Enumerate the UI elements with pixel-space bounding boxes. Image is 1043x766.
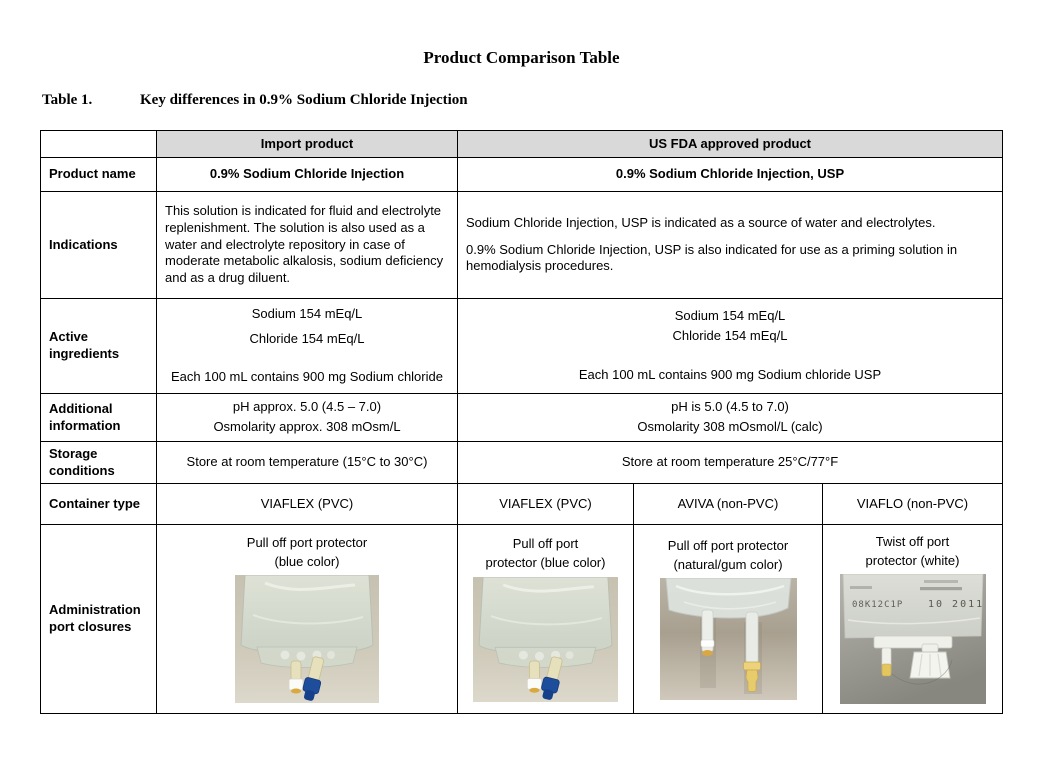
table-caption-number: Table 1. — [42, 92, 93, 108]
port-closures-fda-viaflo — [823, 525, 1003, 714]
additional-import-line1: pH approx. 5.0 (4.5 – 7.0) — [232, 399, 382, 415]
storage-conditions-fda: Store at room temperature 25°C/77°F — [458, 442, 1003, 484]
port-closures-fda-viaflex — [458, 525, 634, 714]
port-closures-import — [157, 525, 458, 714]
port-import-line2: (blue color) — [274, 553, 340, 569]
indications-fda-paragraph-1: Sodium Chloride Injection, USP is indicated as a source of water and electrolytes. — [466, 214, 936, 230]
product-name-fda: 0.9% Sodium Chloride Injection, USP — [458, 158, 1003, 192]
active-import-line3: Each 100 mL contains 900 mg Sodium chloride — [171, 368, 443, 384]
port-fda2-line2: (natural/gum color) — [673, 556, 783, 572]
iv-bag-photo-viaflex-import — [235, 575, 379, 703]
row-label-product-name: Product name — [41, 158, 157, 192]
row-label-storage-conditions: Storage conditions — [41, 442, 157, 484]
container-type-fda-viaflex: VIAFLEX (PVC) — [458, 484, 634, 525]
table-row-active-ingredients — [41, 299, 1003, 394]
port-fda1-line2: protector (blue color) — [485, 555, 606, 570]
column-header-fda: US FDA approved product — [458, 131, 1003, 158]
corner-empty-cell — [41, 131, 157, 158]
active-ingredients-fda — [458, 299, 1003, 394]
column-header-import: Import product — [157, 131, 458, 158]
viaflo-prod-date: 10 2011 — [927, 599, 984, 611]
indications-import: This solution is indicated for fluid and electrolyte replenishment. The solution is also used as a water and electrolyte repository in case of moderate metabolic alkalosis, sodium deficiency and as a drug diluent. — [157, 192, 458, 299]
port-closures-fda-aviva — [634, 525, 823, 714]
additional-information-fda — [458, 394, 1003, 442]
indications-fda-paragraph-2: 0.9% Sodium Chloride Injection, USP is also indicated for use as a priming solution in hemodialysis procedures. — [466, 241, 958, 274]
row-label-port-closures: Administration port closures — [41, 525, 157, 714]
row-label-additional-information: Additional information — [41, 394, 157, 442]
header-row — [41, 131, 1003, 158]
additional-fda-line2: Osmolarity 308 mOsmol/L (calc) — [637, 419, 823, 434]
additional-fda-line1: pH is 5.0 (4.5 to 7.0) — [671, 399, 789, 415]
container-type-import: VIAFLEX (PVC) — [157, 484, 458, 525]
table-row-indications — [41, 192, 1003, 299]
active-import-line2: Chloride 154 mEq/L — [249, 331, 365, 347]
additional-import-line2: Osmolarity approx. 308 mOsm/L — [213, 419, 401, 434]
indications-fda — [458, 192, 1003, 299]
table-row-storage-conditions — [41, 442, 1003, 484]
comparison-table — [40, 130, 1003, 714]
table-caption — [42, 92, 468, 109]
active-import-line1: Sodium 154 mEq/L — [251, 306, 363, 322]
row-label-active-ingredients: Active ingredients — [41, 299, 157, 394]
port-fda2-line1: Pull off port protector — [667, 537, 789, 553]
viaflo-lot-number: 08K12C1P — [851, 600, 903, 611]
row-label-container-type: Container type — [41, 484, 157, 525]
active-fda-line1: Sodium 154 mEq/L — [674, 307, 786, 323]
active-ingredients-import — [157, 299, 458, 394]
iv-bag-photo-aviva — [660, 578, 797, 700]
additional-information-import — [157, 394, 458, 442]
table-row-port-closures — [41, 525, 1003, 714]
product-name-import: 0.9% Sodium Chloride Injection — [157, 158, 458, 192]
table-row-product-name — [41, 158, 1003, 192]
container-type-fda-aviva: AVIVA (non-PVC) — [634, 484, 823, 525]
port-fda3-line1: Twist off port — [875, 533, 950, 549]
container-type-fda-viaflo: VIAFLO (non-PVC) — [823, 484, 1003, 525]
table-row-additional-information — [41, 394, 1003, 442]
active-fda-line3: Each 100 mL contains 900 mg Sodium chloride USP — [578, 367, 882, 383]
active-fda-line2: Chloride 154 mEq/L — [672, 327, 788, 343]
port-import-line1: Pull off port protector — [246, 534, 368, 550]
port-fda3-line2: protector (white) — [865, 552, 960, 568]
port-fda1-line1: Pull off port — [512, 536, 579, 552]
storage-conditions-import: Store at room temperature (15°C to 30°C) — [157, 442, 458, 484]
iv-bag-photo-viaflo — [840, 574, 986, 704]
table-caption-text: Key differences in 0.9% Sodium Chloride Injection — [140, 92, 468, 108]
page-title: Product Comparison Table — [423, 48, 620, 67]
iv-bag-photo-viaflex-fda — [473, 577, 618, 702]
table-row-container-type — [41, 484, 1003, 525]
row-label-indications: Indications — [41, 192, 157, 299]
